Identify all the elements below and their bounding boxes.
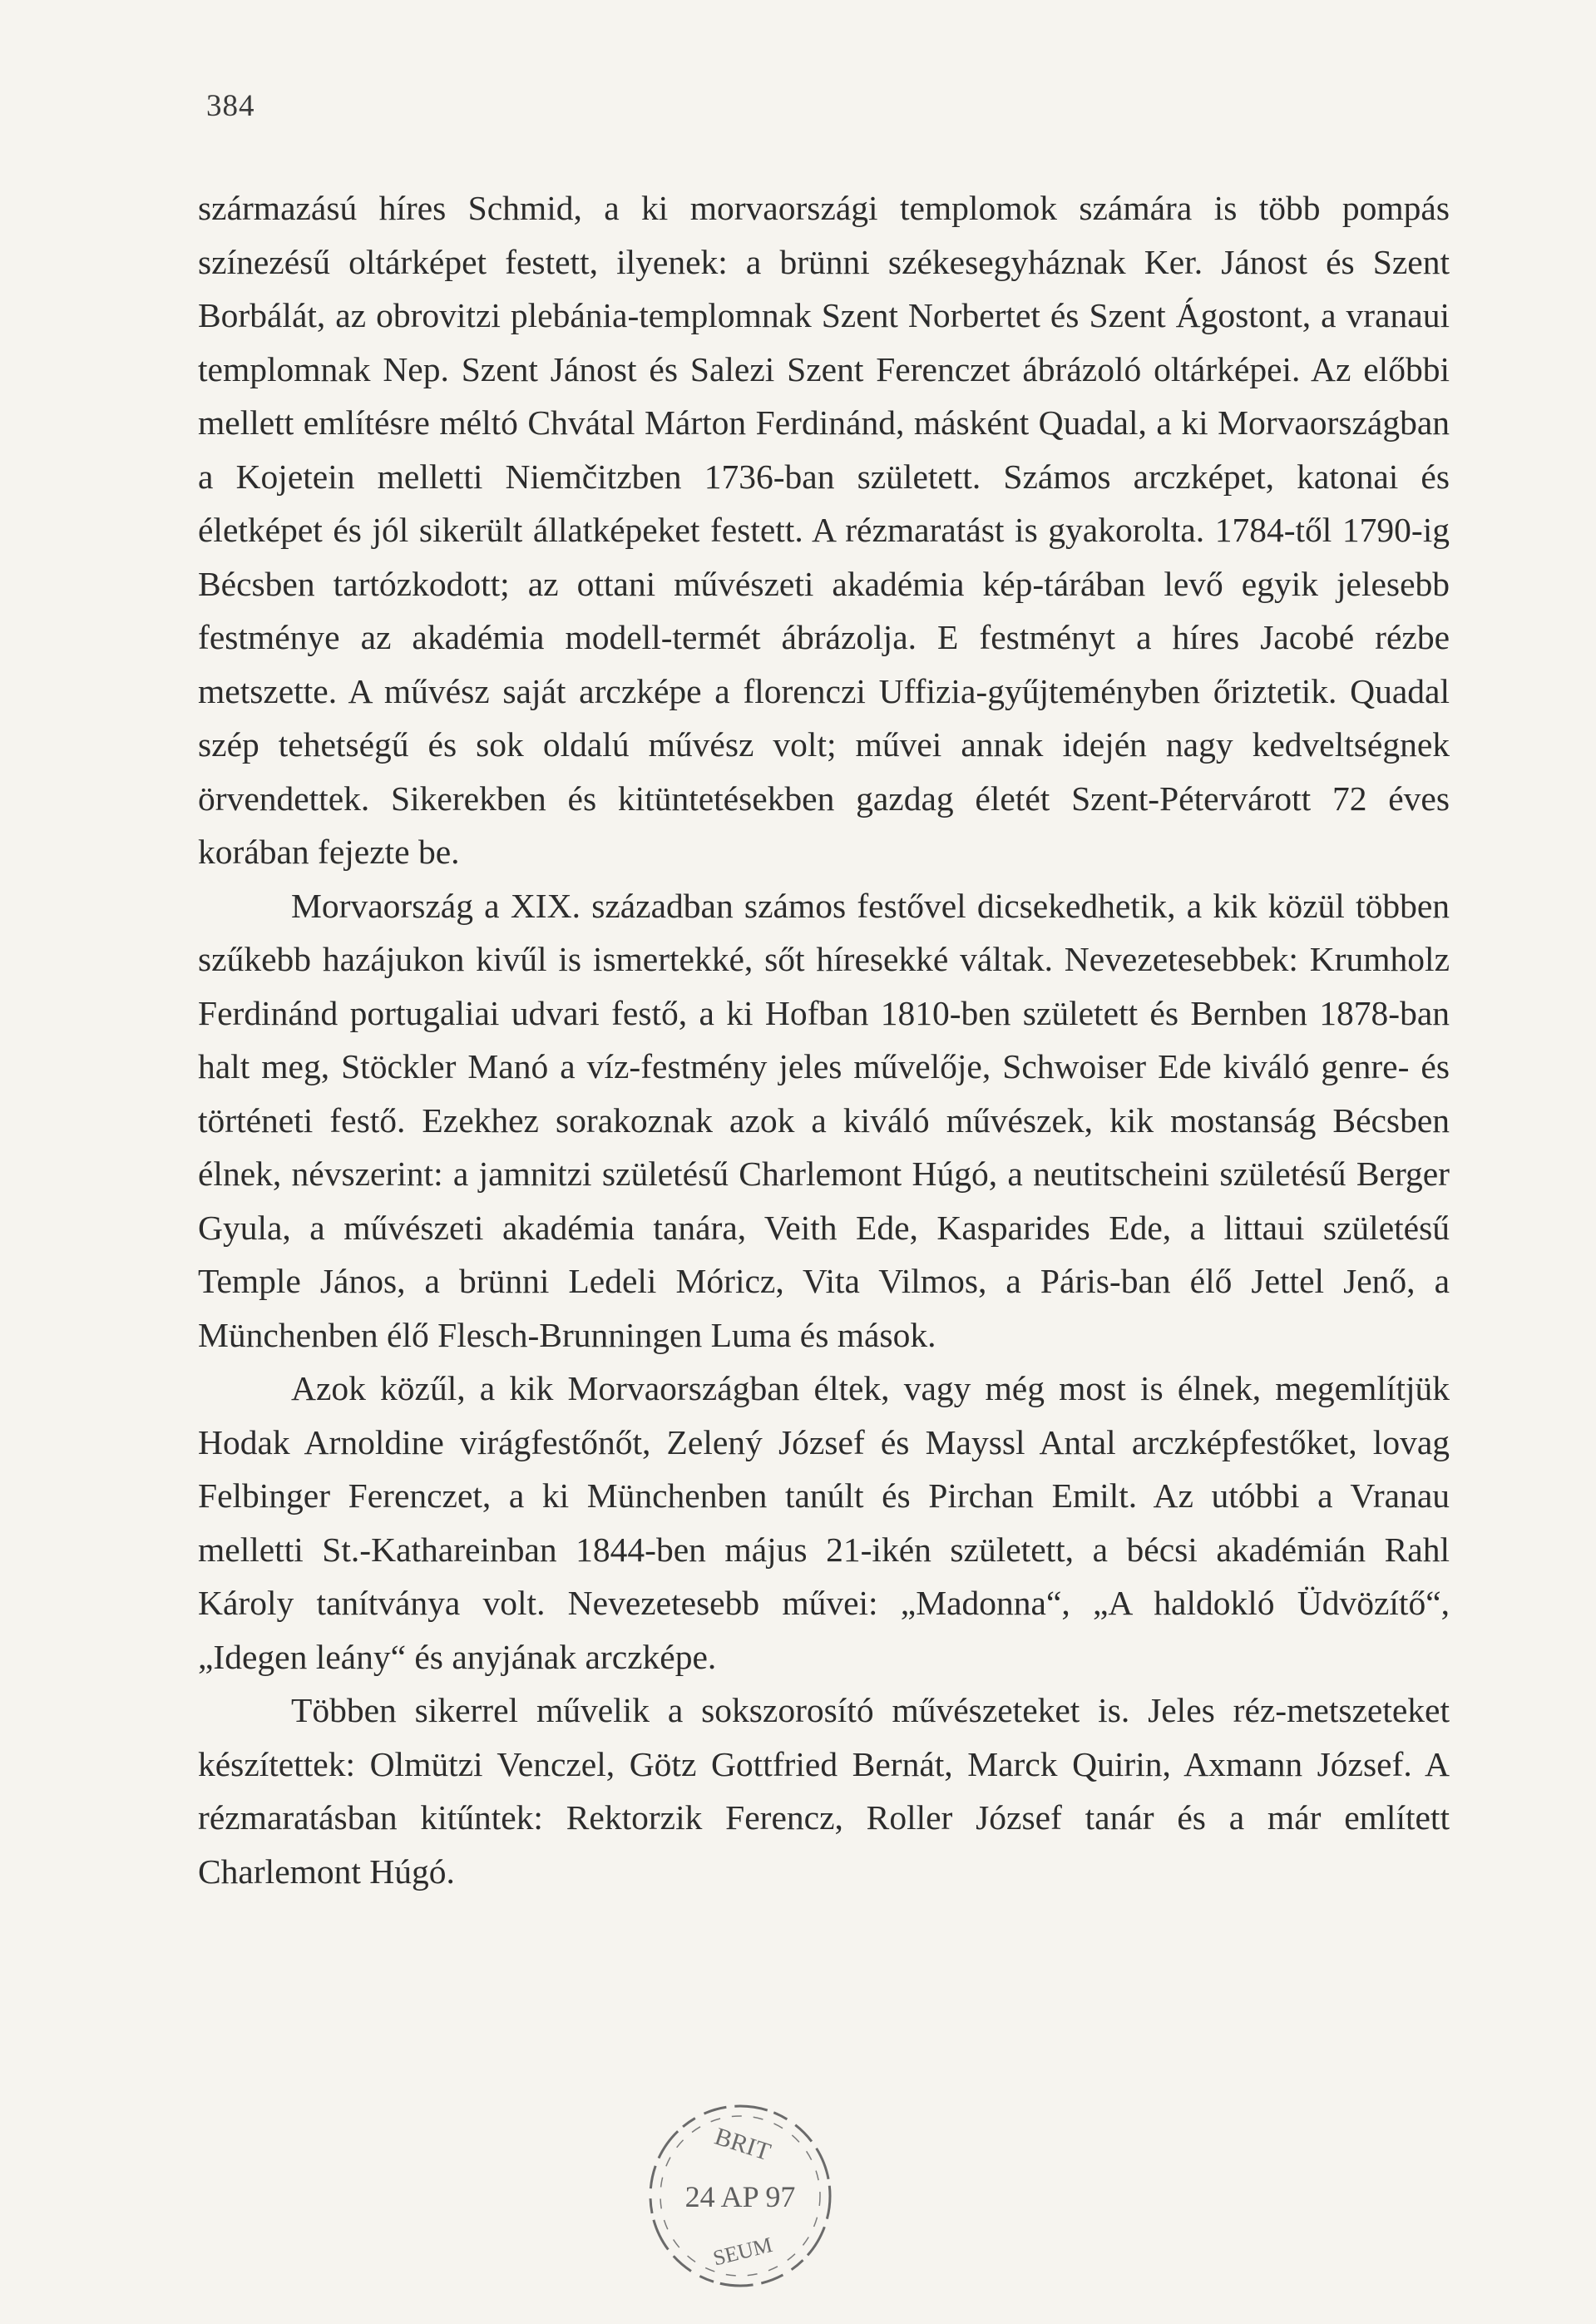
paragraph-1: származású híres Schmid, a ki morvaországi templomok számára is több pompás színezésű oltárképet festett, ilyenek: a brünni székesegyháznak Ker. Jánost és Szent Borbálát, az obrovitzi plebánia-templomnak Szent Norbertet és Szent Ágostont, a vranaui templomnak Nep. Szent Jánost és Salezi Szent Ferenczet ábrázoló oltárképei. Az előbbi mellett említésre méltó Chvátal Márton Ferdinánd, másként Quadal, a ki Morvaországban a Kojetein melletti Niemčitzben 1736-ban született. Számos arczképet, katonai és életképet és jól sikerült állatképeket festett. A rézmaratást is gyakorolta. 1784-től 1790-ig Bécsben tartózkodott; az ottani művészeti akadémia kép-tárában levő egyik jelesebb festménye az akadémia modell-termét ábrázolja. E festményt a híres Jacobé rézbe metszette. A művész saját arczképe a florenczi Uffizia-gyűjteményben őriztetik. Quadal szép tehetségű és sok oldalú művész volt; művei annak idején nagy kedveltségnek örvendettek. Sikerekben és kitüntetésekben gazdag életét Szent-Pétervárott 72 éves korában fejezte be. (198, 189, 1450, 871)
paragraph-2: Morvaország a XIX. században számos festővel dicsekedhetik, a kik közül többen szűkebb hazájukon kivűl is ismertekké, sőt híresekké váltak. Nevezetesebbek: Krumholz Ferdinánd portugaliai udvari festő, a ki Hofban 1810-ben született és Bernben 1878-ban halt meg, Stöckler Manó a víz-festmény jeles művelője, Schwoiser Ede kiváló genre- és történeti festő. Ezekhez sorakoznak azok a kiváló művészek, kik mostanság Bécsben élnek, névszerint: a jamnitzi születésű Charlemont Húgó, a neutitscheini születésű Berger Gyula, a művészeti akadémia tanára, Veith Ede, Kasparides Ede, a littaui születésű Temple János, a brünni Ledeli Móricz, Vita Vilmos, a Páris-ban élő Jettel Jenő, a Münchenben élő Flesch-Brunningen Luma és mások. (198, 886, 1450, 1354)
stamp-top-text: BRIT (711, 2122, 774, 2167)
stamp-graphic (636, 2092, 844, 2300)
stamp-date-text: 24 AP 97 (684, 2180, 796, 2213)
paragraph-3: Azok közűl, a kik Morvaországban éltek, vagy még most is élnek, megemlítjük Hodak Arnoldine virágfestőnőt, Zelený József és Mayssl Antal arczképfestőket, lovag Felbinger Ferenczet, a ki Münchenben tanúlt és Pirchan Emilt. Az utóbbi a Vranau melletti St.-Kathareinban 1844-ben május 21-ikén született, a bécsi akadémián Rahl Károly tanítványa volt. Nevezetesebb művei: „Madonna“, „A haldokló Üdvözítő“, „Idegen leány“ és anyjának arczképe. (198, 1369, 1450, 1676)
page-number: 384 (206, 89, 255, 123)
paragraph-4: Többen sikerrel művelik a sokszorosító művészeteket is. Jeles réz-metszeteket készítettek: Olmützi Venczel, Götz Gottfried Bernát, Marck Quirin, Axmann József. A rézmaratásban kitűntek: Rektorzik Ferencz, Roller József tanár és a már említett Charlemont Húgó. (198, 1691, 1450, 1891)
stamp-bottom-text: SEUM (710, 2232, 775, 2271)
library-stamp (636, 2092, 844, 2300)
body-text (198, 181, 1450, 1898)
